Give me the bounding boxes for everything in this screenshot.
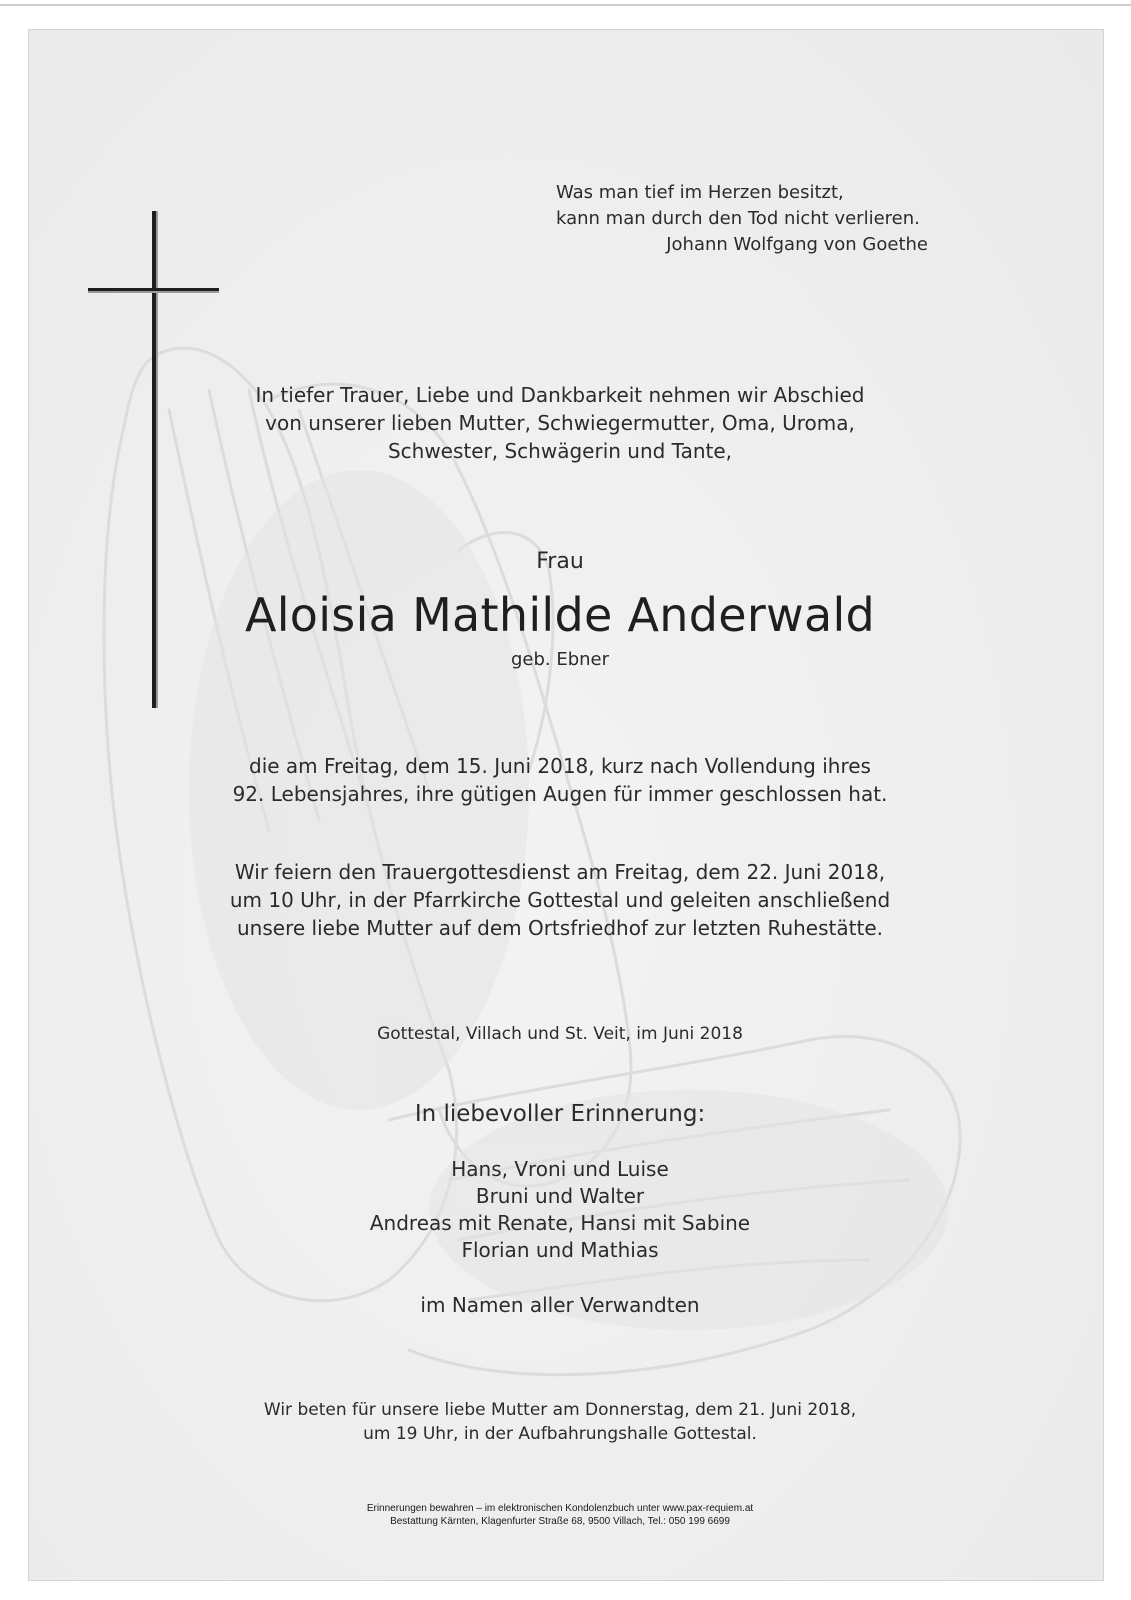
place-and-date: Gottestal, Villach und St. Veit, im Juni 2018 [377, 1024, 743, 1044]
remembrance-heading: In liebevoller Erinnerung: [414, 1101, 706, 1127]
mourner-line: Andreas mit Renate, Hansi mit Sabine [369, 1211, 751, 1235]
deceased-maiden-name: geb. Ebner [510, 649, 610, 670]
funeral-service-info [150, 858, 970, 942]
intro-line: In tiefer Trauer, Liebe und Dankbarkeit nehmen wir Abschied [255, 383, 865, 407]
mourner-line: Bruni und Walter [475, 1184, 645, 1208]
quote-line: kann man durch den Tod nicht verlieren. [556, 208, 920, 229]
mourner-line: Florian und Mathias [461, 1238, 659, 1262]
cross-vertical-bar [152, 211, 156, 708]
mourner-line: Hans, Vroni und Luise [451, 1157, 669, 1181]
prayer-notice [200, 1398, 920, 1446]
footer-condolence-line: Erinnerungen bewahren – im elektronischen Kondolenzbuch unter www.pax-requiem.at [366, 1503, 754, 1514]
quote-line: Was man tief im Herzen besitzt, [556, 182, 844, 203]
death-line: die am Freitag, dem 15. Juni 2018, kurz nach Vollendung ihres [249, 754, 871, 778]
quote-author: Johann Wolfgang von Goethe [666, 234, 928, 255]
deceased-title: Frau [536, 549, 584, 574]
service-line: um 10 Uhr, in der Pfarrkirche Gottestal und geleiten anschließend [229, 888, 891, 912]
prayer-line: Wir beten für unsere liebe Mutter am Donnerstag, dem 21. Juni 2018, [263, 1400, 857, 1420]
footer-address-line: Bestattung Kärnten, Klagenfurter Straße 68, 9500 Villach, Tel.: 050 199 6699 [390, 1516, 730, 1527]
service-line: unsere liebe Mutter auf dem Ortsfriedhof zur letzten Ruhestätte. [237, 916, 883, 940]
prayer-line: um 19 Uhr, in der Aufbahrungshalle Gottestal. [363, 1424, 757, 1444]
cross-horizontal-bar [88, 288, 219, 291]
intro-line: von unserer lieben Mutter, Schwiegermutter, Oma, Uroma, [265, 411, 855, 435]
relatives-line: im Namen aller Verwandten [420, 1293, 700, 1317]
top-border-line [0, 4, 1131, 6]
funeral-home-footer [260, 1502, 860, 1528]
farewell-intro [200, 381, 920, 465]
death-line: 92. Lebensjahres, ihre gütigen Augen für immer geschlossen hat. [232, 782, 888, 806]
mourners-list [260, 1156, 860, 1264]
death-notice [160, 752, 960, 808]
goethe-quote [556, 180, 936, 258]
service-line: Wir feiern den Trauergottesdienst am Freitag, dem 22. Juni 2018, [234, 860, 886, 884]
intro-line: Schwester, Schwägerin und Tante, [387, 439, 733, 463]
deceased-name: Aloisia Mathilde Anderwald [244, 588, 876, 642]
